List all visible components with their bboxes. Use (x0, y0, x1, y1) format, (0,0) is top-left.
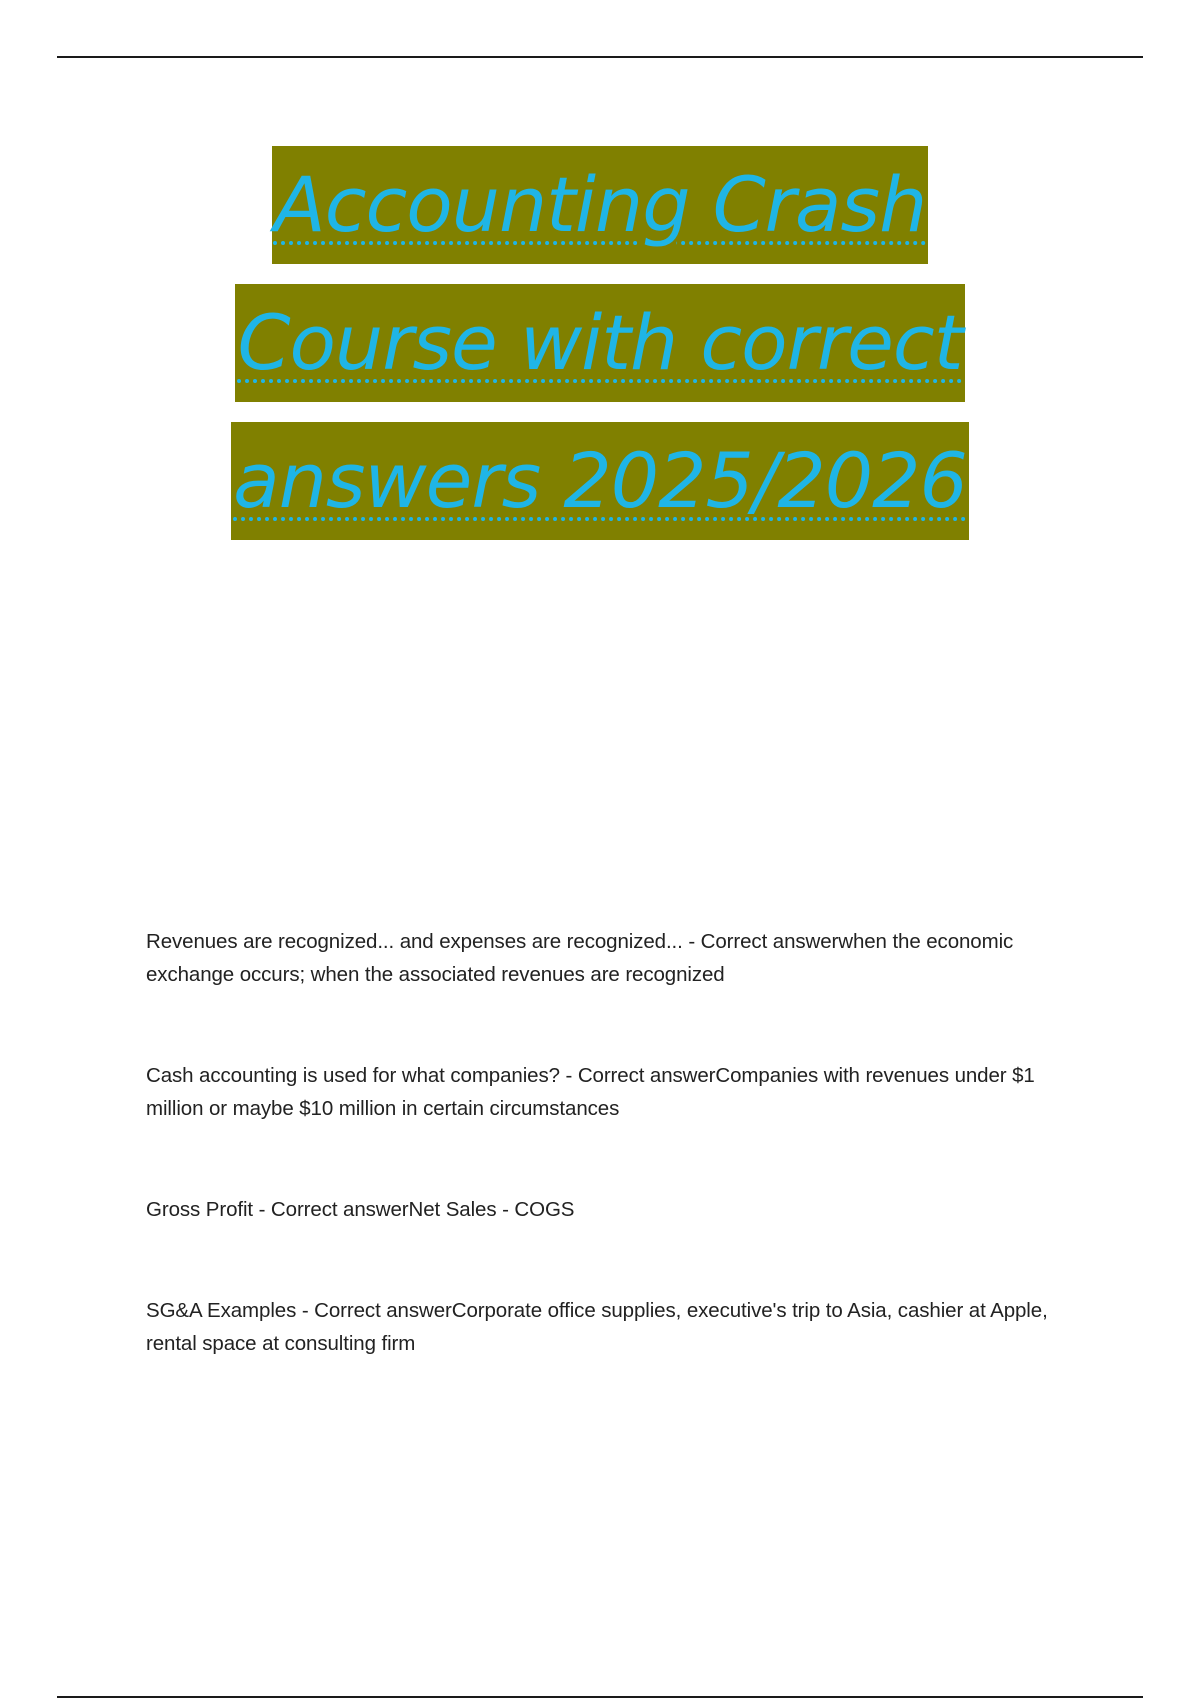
qa-item-sga-examples: SG&A Examples - Correct answerCorporate office supplies, executive's trip to Asia, cashier at Apple, rental space at consulting firm (146, 1299, 1048, 1355)
title-line-2: Course with correct (235, 284, 964, 402)
title-line-1: Accounting Crash (272, 146, 929, 264)
qa-item-cash-accounting: Cash accounting is used for what companies? - Correct answerCompanies with revenues under $1 million or maybe $10 million in certain circumstances (146, 1064, 1035, 1120)
document-title (0, 146, 1200, 560)
qa-list (146, 925, 1086, 1428)
qa-item-revenue-recognition: Revenues are recognized... and expenses are recognized... - Correct answerwhen the economic exchange occurs; when the associated revenues are recognized (146, 930, 1014, 986)
top-rule (57, 56, 1143, 58)
title-line-3: answers 2025/2026 (231, 422, 969, 540)
bottom-rule (57, 1696, 1143, 1698)
qa-item-gross-profit: Gross Profit - Correct answerNet Sales - COGS (146, 1198, 575, 1221)
